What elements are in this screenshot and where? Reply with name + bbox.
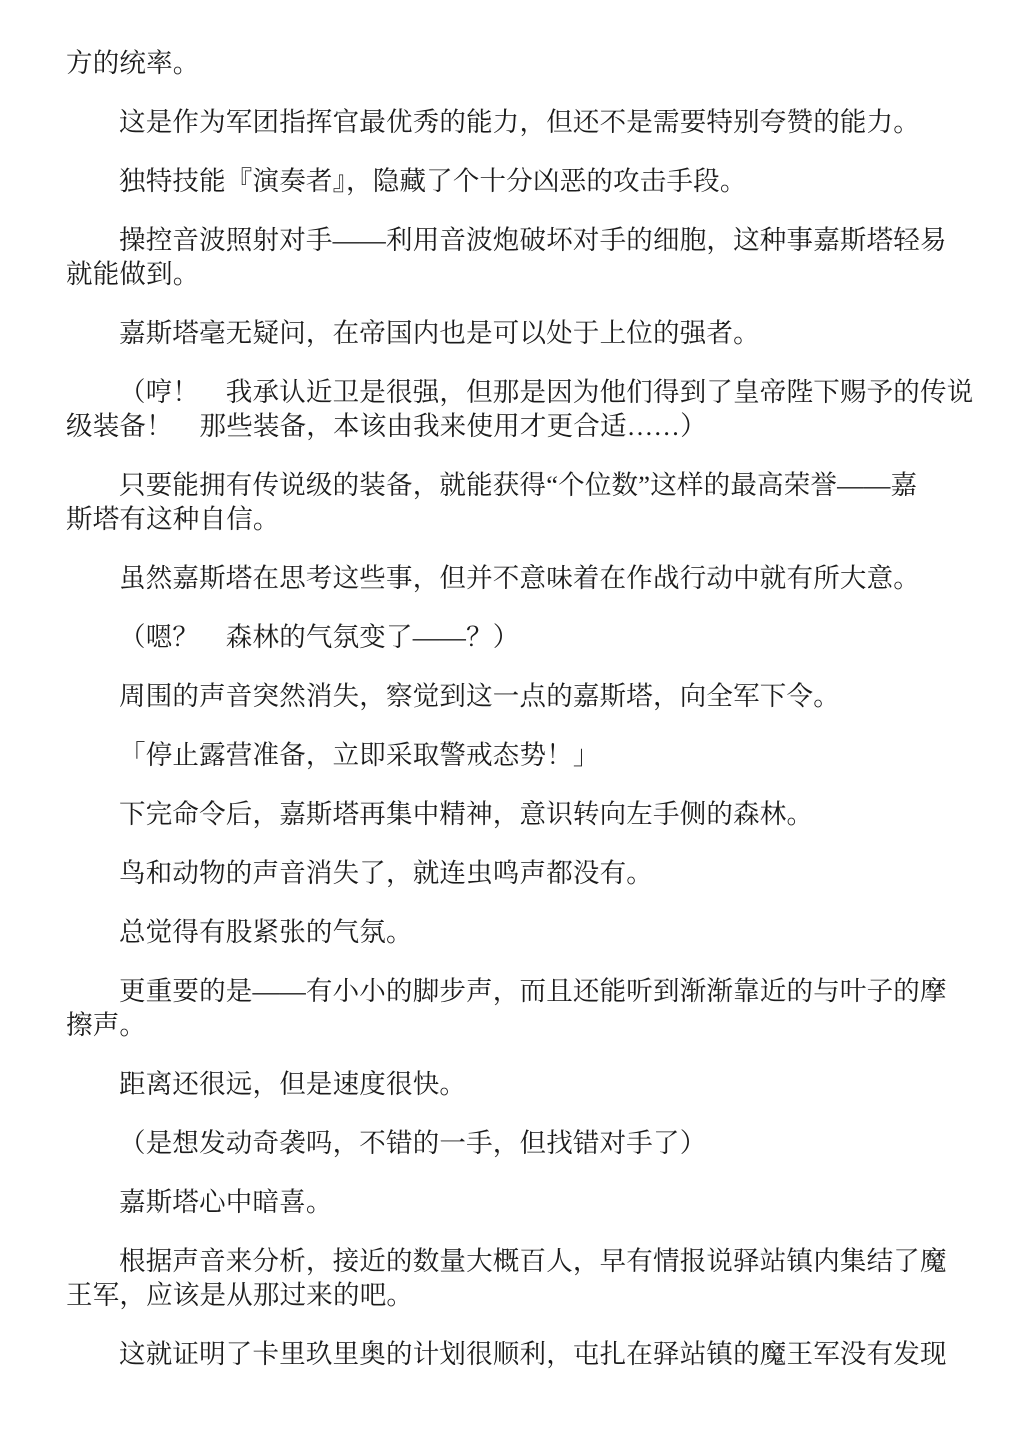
paragraph: 这是作为军团指挥官最优秀的能力，但还不是需要特别夸赞的能力。 — [119, 107, 920, 137]
paragraph: （嗯？ 森林的气氛变了——？） — [119, 622, 520, 652]
paragraph: 鸟和动物的声音消失了，就连虫鸣声都没有。 — [119, 858, 653, 888]
paragraph: 这就证明了卡里玖里奥的计划很顺利，屯扎在驿站镇的魔王军没有发现 — [119, 1339, 947, 1369]
paragraph: 更重要的是——有小小的脚步声，而且还能听到渐渐靠近的与叶子的摩 擦声。 — [66, 976, 947, 1040]
paragraph: 只要能拥有传说级的装备，就能获得“个位数”这样的最高荣誉——嘉 斯塔有这种自信。 — [66, 470, 918, 534]
paragraph: 「停止露营准备，立即采取警戒态势！」 — [119, 740, 600, 770]
text-body — [66, 46, 974, 1371]
paragraph: 操控音波照射对手——利用音波炮破坏对手的细胞，这种事嘉斯塔轻易 就能做到。 — [66, 225, 947, 289]
paragraph: 总觉得有股紧张的气氛。 — [119, 917, 413, 947]
paragraph: 嘉斯塔毫无疑问，在帝国内也是可以处于上位的强者。 — [119, 318, 760, 348]
paragraph: 周围的声音突然消失，察觉到这一点的嘉斯塔，向全军下令。 — [119, 681, 840, 711]
paragraph: 独特技能『演奏者』，隐藏了个十分凶恶的攻击手段。 — [119, 166, 747, 196]
paragraph: 距离还很远，但是速度很快。 — [119, 1069, 467, 1099]
paragraph: 下完命令后，嘉斯塔再集中精神，意识转向左手侧的森林。 — [119, 799, 814, 829]
paragraph: 方的统率。 — [66, 48, 200, 78]
paragraph: 虽然嘉斯塔在思考这些事，但并不意味着在作战行动中就有所大意。 — [119, 563, 920, 593]
paragraph: 嘉斯塔心中暗喜。 — [119, 1187, 333, 1217]
paragraph: 根据声音来分析，接近的数量大概百人，早有情报说驿站镇内集结了魔 王军，应该是从那过来的吧。 — [66, 1246, 947, 1310]
paragraph: （哼！ 我承认近卫是很强，但那是因为他们得到了皇帝陛下赐予的传说 级装备！ 那些装备，本该由我来使用才更合适……） — [66, 377, 974, 441]
paragraph: （是想发动奇袭吗，不错的一手，但找错对手了） — [119, 1128, 707, 1158]
